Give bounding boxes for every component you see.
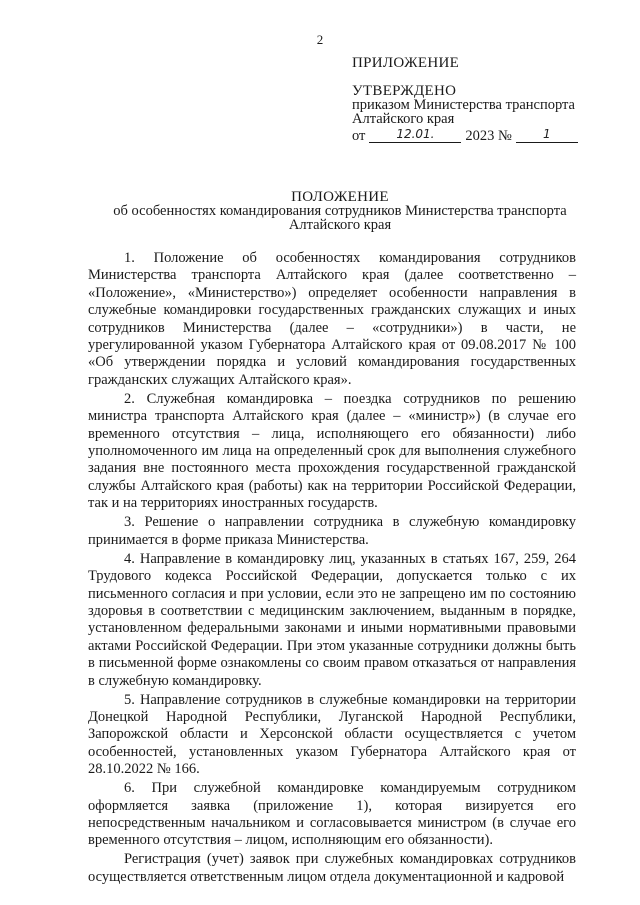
document-subtitle-line-1: об особенностях командирования сотрудников Министерства транспорта [113,203,567,219]
paragraph-4: 4. Направление в командировку лиц, указанных в статьях 167, 259, 264 Трудового кодекса Российской Федерации, допускается только с их письменного согласия и при условии, если это не запрещено им по состоянию здоровья в соответствии с медицинским заключением, выданным в порядке, установленном федеральными законами и иными нормативными правовыми актами Российской Федерации. При этом указанные сотрудники должны быть в письменной форме ознакомлены со своим правом отказаться от направления в служебную командировку. [88,550,576,689]
paragraph-2: 2. Служебная командировка – поездка сотрудников по решению министра транспорта Алтайского края (далее – «министр») (в случае его временного отсутствия – лица, исполняющего его обязанности) либо уполномоченного им лица на определенный срок для выполнения служебного задания вне постоянного места прохождения государственной гражданской службы Алтайского края (работы) как на территории Российской Федерации, так и на территориях иностранных государств. [88,390,576,512]
order-number-handwritten-field: 1 [516,126,578,143]
document-title: ПОЛОЖЕНИЕ [291,189,389,205]
document-subtitle-line-2: Алтайского края [288,217,392,233]
date-number-row [352,126,622,143]
date-prefix: от [352,128,366,144]
order-line-1: приказом Министерства транспорта [352,97,575,113]
paragraph-6: 6. При служебной командировке командируемым сотрудником оформляется заявка (приложение 1), которая визируется его непосредственным начальником и согласовывается министром (в случае его временного отсутствия – лицом, исполняющим его обязанности). [88,780,576,849]
approved-label: УТВЕРЖДЕНО [352,83,457,99]
document-title-block [60,190,620,232]
order-line-2: Алтайского края [352,111,455,127]
year-number-label: 2023 № [465,128,512,144]
paragraph-7: Регистрация (учет) заявок при служебных командировках сотрудников осуществляется ответственным лицом отдела документационной и кадровой [88,851,576,885]
paragraph-3: 3. Решение о направлении сотрудника в служебную командировку принимается в форме приказа Министерства. [88,514,576,548]
paragraph-1: 1. Положение об особенностях командирования сотрудников Министерства транспорта Алтайского края (далее соответственно – «Положение», «Министерство») определяет особенности направления в служебные командировки государственных гражданских служащих и иных сотрудников Министерства (далее – «сотрудники») в части, не урегулированной указом Губернатора Алтайского края от 09.08.2017 № 100 «Об утверждении порядка и условий командирования государственных гражданских служащих Алтайского края». [88,250,576,388]
paragraph-5: 5. Направление сотрудников в служебные командировки на территории Донецкой Народной Республики, Луганской Народной Республики, Запорожской области и Херсонской области осуществляется с учетом особенностей, установленных указом Губернатора Алтайского края от 28.10.2022 № 166. [88,691,576,778]
date-handwritten-field: 12.01. [369,126,461,143]
page-number: 2 [316,32,324,47]
approval-stamp-block [352,56,622,143]
annex-label: ПРИЛОЖЕНИЕ [352,55,460,71]
document-body [88,250,576,888]
